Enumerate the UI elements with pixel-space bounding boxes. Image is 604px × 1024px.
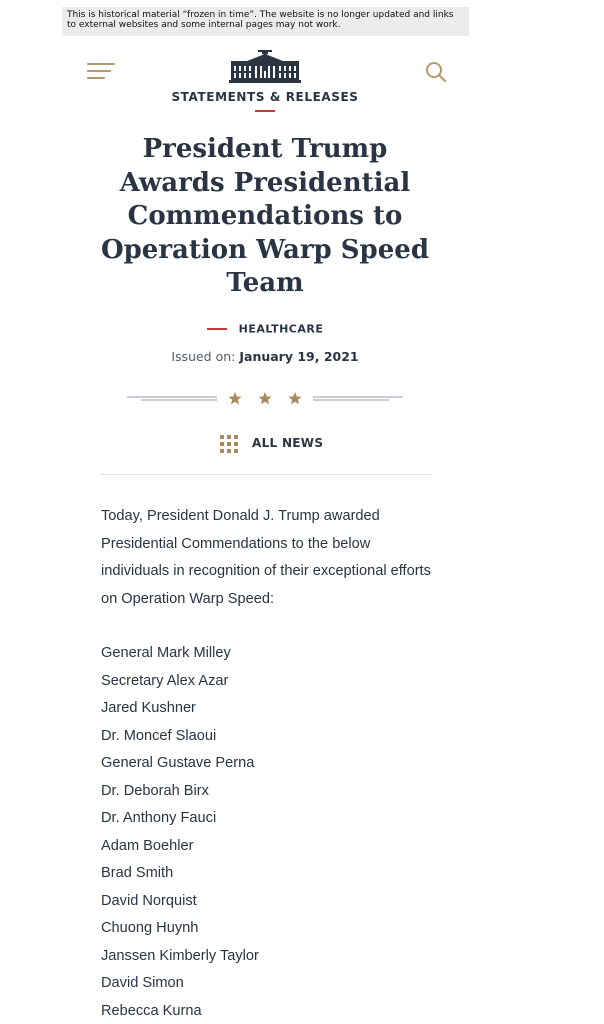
list-item: Rebecca Kurna (101, 1002, 202, 1019)
list-item: David Norquist (101, 892, 197, 909)
list-item: Brad Smith (101, 865, 174, 881)
hamburger-menu-icon (87, 63, 115, 65)
hamburger-menu-icon-bar (87, 77, 105, 79)
hamburger-menu-icon-bar (87, 70, 111, 72)
stars-divider (127, 386, 403, 412)
star-icon (229, 392, 302, 404)
article-body (101, 503, 431, 1024)
issued-label: Issued on: (171, 349, 236, 364)
list-item: David Simon (101, 975, 184, 991)
content-divider (100, 474, 431, 475)
recipient-list (101, 640, 431, 1024)
grid-icon (220, 435, 238, 453)
archive-notice-banner: This is historical material “frozen in time”. The website is no longer updated and links to external websites and some internal pages may not work. (62, 7, 469, 36)
section-underline (255, 110, 275, 112)
issued-date (0, 349, 530, 364)
list-item: Dr. Moncef Slaoui (101, 727, 217, 744)
list-item: General Mark Milley (101, 645, 231, 661)
list-item: Dr. Deborah Birx (101, 782, 209, 799)
list-item: Janssen Kimberly Taylor (101, 947, 259, 964)
list-item: Adam Boehler (101, 837, 194, 854)
search-icon[interactable] (423, 59, 449, 85)
white-house-logo-icon[interactable] (229, 50, 301, 84)
menu-button[interactable] (87, 62, 117, 82)
issued-date-value: January 19, 2021 (239, 349, 359, 364)
category-label[interactable]: HEALTHCARE (238, 322, 324, 336)
list-item: Dr. Anthony Fauci (101, 810, 217, 826)
category-tag[interactable] (0, 320, 530, 338)
list-item: Secretary Alex Azar (101, 672, 229, 689)
list-item: Chuong Huynh (101, 920, 199, 936)
section-link[interactable]: STATEMENTS & RELEASES (171, 90, 359, 104)
list-item: Jared Kushner (101, 700, 196, 716)
page-title: President Trump Awards Presidential Commendations to Operation Warp Speed Team (100, 134, 430, 298)
all-news-label[interactable]: ALL NEWS (252, 436, 324, 450)
list-item: General Gustave Perna (101, 755, 255, 771)
category-dash (207, 328, 227, 330)
intro-paragraph: Today, President Donald J. Trump awarded Presidential Commendations to the below individuals in recognition of their exceptional efforts on Operation Warp Speed: (101, 508, 431, 607)
